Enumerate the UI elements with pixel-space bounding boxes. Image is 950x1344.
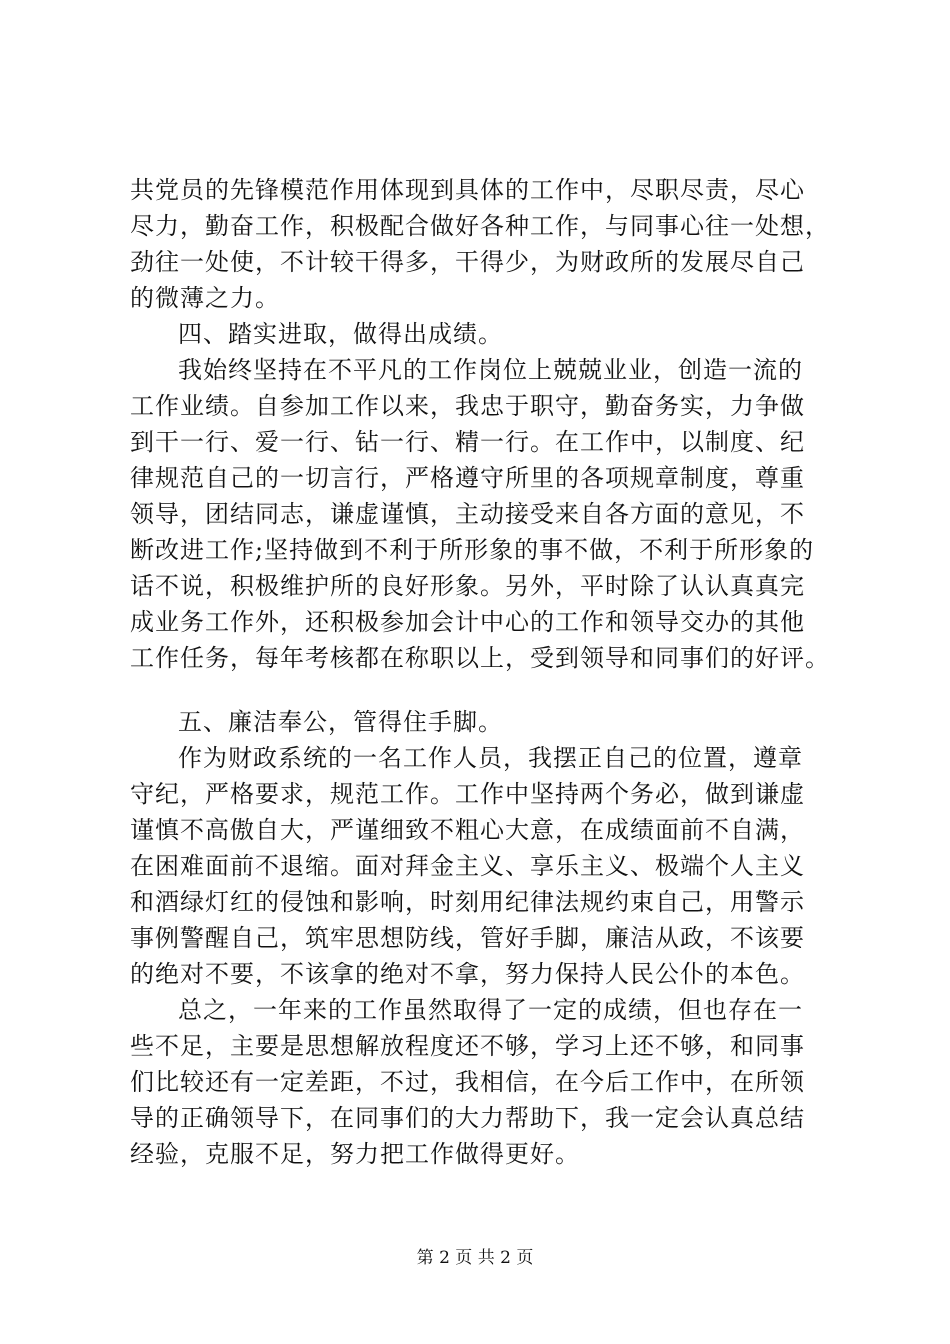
paragraph-line: 我始终坚持在不平凡的工作岗位上兢兢业业，创造一流的 — [178, 356, 803, 384]
paragraph-line: 工作任务，每年考核都在称职以上，受到领导和同事们的好评。 — [130, 644, 830, 672]
paragraph-line: 经验，克服不足，努力把工作做得更好。 — [130, 1140, 580, 1168]
paragraph-line: 守纪，严格要求，规范工作。工作中坚持两个务必，做到谦虚 — [130, 780, 805, 808]
paragraph-line: 导的正确领导下，在同事们的大力帮助下，我一定会认真总结 — [130, 1104, 805, 1132]
paragraph-line: 领导，团结同志，谦虚谨慎，主动接受来自各方面的意见，不 — [130, 500, 805, 528]
paragraph-line: 成业务工作外，还积极参加会计中心的工作和领导交办的其他 — [130, 608, 805, 636]
paragraph-line: 话不说，积极维护所的良好形象。另外，平时除了认认真真完 — [130, 572, 805, 600]
paragraph-line: 和酒绿灯红的侵蚀和影响，时刻用纪律法规约束自己，用警示 — [130, 888, 805, 916]
paragraph-line: 断改进工作;坚持做到不利于所形象的事不做，不利于所形象的 — [130, 536, 815, 564]
paragraph-line: 的绝对不要，不该拿的绝对不拿，努力保持人民公仆的本色。 — [130, 960, 805, 988]
document-body — [130, 172, 850, 1172]
paragraph-line: 在困难面前不退缩。面对拜金主义、享乐主义、极端个人主义 — [130, 852, 805, 880]
paragraph-line: 的微薄之力。 — [130, 284, 280, 312]
section-heading: 五、廉洁奉公，管得住手脚。 — [178, 708, 503, 736]
paragraph-gap — [130, 676, 850, 704]
paragraph-line: 事例警醒自己，筑牢思想防线，管好手脚，廉洁从政，不该要 — [130, 924, 805, 952]
paragraph-line: 作为财政系统的一名工作人员，我摆正自己的位置，遵章 — [178, 744, 803, 772]
page-footer: 第 2 页 共 2 页 — [416, 1248, 534, 1268]
paragraph-line: 们比较还有一定差距，不过，我相信，在今后工作中，在所领 — [130, 1068, 805, 1096]
paragraph-line: 些不足，主要是思想解放程度还不够，学习上还不够，和同事 — [130, 1032, 805, 1060]
paragraph-line: 到干一行、爱一行、钻一行、精一行。在工作中，以制度、纪 — [130, 428, 805, 456]
paragraph-line: 工作业绩。自参加工作以来，我忠于职守，勤奋务实，力争做 — [130, 392, 805, 420]
paragraph-line: 总之，一年来的工作虽然取得了一定的成绩，但也存在一 — [178, 996, 803, 1024]
paragraph-line: 律规范自己的一切言行，严格遵守所里的各项规章制度，尊重 — [130, 464, 805, 492]
paragraph-line: 劲往一处使，不计较干得多，干得少，为财政所的发展尽自己 — [130, 248, 805, 276]
paragraph-line: 共党员的先锋模范作用体现到具体的工作中，尽职尽责，尽心 — [130, 176, 805, 204]
paragraph-line: 尽力，勤奋工作，积极配合做好各种工作，与同事心往一处想， — [130, 212, 830, 240]
section-heading: 四、踏实进取，做得出成绩。 — [178, 320, 503, 348]
paragraph-line: 谨慎不高傲自大，严谨细致不粗心大意，在成绩面前不自满， — [130, 816, 805, 844]
